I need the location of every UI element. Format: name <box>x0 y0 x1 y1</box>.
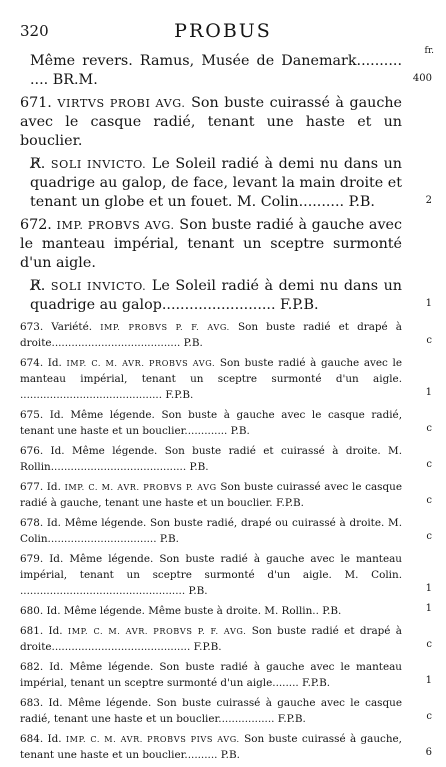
entry-text <box>20 355 402 403</box>
entry-text <box>20 659 402 691</box>
entry-text <box>20 94 402 151</box>
entry-source: F.P.B. <box>277 713 306 725</box>
entry-price: 1 <box>425 298 432 309</box>
entry-price: c <box>426 711 432 722</box>
entry-text <box>30 277 402 315</box>
entry-description: Le Soleil radié à demi nu dans un quadrige au galop, de face, levant la main droite et tenant un globe et un fouet. M. Colin.......... <box>30 156 403 210</box>
entry-price: 1 <box>425 583 432 594</box>
entry-source: F.P.B. <box>302 677 331 689</box>
entry-source: F.P.B. <box>165 389 194 401</box>
catalogue-entry <box>20 623 432 655</box>
entry-text <box>20 551 402 599</box>
catalogue-entry <box>20 443 432 475</box>
entry-text <box>20 319 402 351</box>
coin-legend: IMP. PROBVS P. F. AVG. <box>100 322 230 332</box>
catalogue-entry <box>20 216 424 273</box>
entry-description: Même légende. Même buste à droite. M. Rollin.. <box>63 605 319 617</box>
entry-source: P.B. <box>348 194 375 210</box>
coin-legend: SOLI INVICTO. <box>50 280 147 293</box>
catalogue-entry <box>20 355 432 403</box>
entry-description: Même revers. Ramus, Musée de Danemark.......... .... <box>30 53 402 88</box>
entry-source: P.B. <box>159 533 179 545</box>
entry-source: F.P.B. <box>193 641 222 653</box>
entry-text <box>20 603 402 619</box>
entry-description: Même légende. Son buste à gauche avec le casque radié, tenant une haste et un bouclier............. <box>20 409 403 437</box>
entry-description: Son buste cuirassé avec le casque radié à gauche, tenant une haste et un bouclier. <box>20 481 402 509</box>
entry-number: 678. Id. <box>20 517 61 529</box>
entry-price: 1 <box>425 387 432 398</box>
catalogue-entry <box>20 52 432 90</box>
entry-number: 680. Id. <box>20 605 61 617</box>
entry-text <box>20 216 402 273</box>
running-head: PROBUS <box>174 20 272 42</box>
entry-text <box>20 407 402 439</box>
catalogue-entry <box>20 551 432 599</box>
entry-source: P.B. <box>220 749 240 761</box>
entry-description: Même légende. Son buste cuirassé à gauche avec le casque radié, tenant une haste et un bouclier................. <box>20 697 403 725</box>
entry-number: 672. <box>20 217 52 233</box>
entry-description: Son buste cuirassé à gauche avec le casque radié, tenant une haste et un bouclier. <box>20 95 403 149</box>
entry-text <box>20 623 402 655</box>
entry-price: 1 <box>425 675 432 686</box>
entry-text <box>20 695 402 727</box>
entry-text <box>30 52 402 90</box>
coin-legend: IMP. C. M. AVR. PROBVS AVG. <box>66 358 216 368</box>
entry-description: Son buste radié et drapé à droite....................................... <box>20 321 403 349</box>
coin-legend: IMP. PROBVS AVG. <box>56 219 175 232</box>
catalogue-entry <box>20 659 432 691</box>
entry-description: Même légende. Son buste radié, drapé ou cuirassé à droite. M. Colin................................. <box>20 517 402 545</box>
entry-number: R̸. <box>30 278 46 294</box>
entry-description: Même légende. Son buste radié à gauche avec le manteau impérial, tenant un sceptre surmonté d'un aigle. M. Colin. .................................................. <box>20 553 402 597</box>
entry-number: 683. Id. <box>20 697 63 709</box>
entry-source: P.B. <box>183 337 203 349</box>
entry-description: Son buste radié à gauche avec le manteau impérial, tenant un sceptre surmonté d'un aigle. ........................................... <box>20 357 402 401</box>
entry-source: P.B. <box>322 605 342 617</box>
entry-number: 676. Id. <box>20 445 65 457</box>
catalogue-entry <box>20 603 432 619</box>
entry-source: P.B. <box>188 585 208 597</box>
entry-number: 673. Variété. <box>20 321 93 333</box>
column-unit: fr. <box>424 46 434 56</box>
entry-source: P.B. <box>230 425 250 437</box>
coin-legend: IMP. C. M. AVR. PROBVS P. AVG <box>64 482 217 492</box>
entry-number: 671. <box>20 95 52 111</box>
coin-legend: IMP. C. M. AVR. PROBVS PIVS AVG. <box>65 734 240 744</box>
entry-price: c <box>426 639 432 650</box>
entry-description: Même légende. Son buste radié et cuirassé à droite. M. Rollin......................................... <box>20 445 402 473</box>
entry-price: c <box>426 335 432 346</box>
entry-number: 682. Id. <box>20 661 64 673</box>
entry-text <box>30 155 402 212</box>
entry-number: 674. Id. <box>20 357 62 369</box>
page-number: 320 <box>20 22 49 40</box>
entry-price: 400 <box>412 73 432 84</box>
entry-description: Son buste cuirassé à gauche, tenant une haste et un bouclier.......... <box>20 733 402 761</box>
entry-text <box>20 731 402 763</box>
entry-number: R̸. <box>30 156 46 172</box>
entry-price: 6 <box>425 747 432 758</box>
entry-number: 679. Id. <box>20 553 64 565</box>
entry-number: 677. Id. <box>20 481 61 493</box>
entry-price: 1 <box>425 603 432 614</box>
catalogue-entries <box>20 52 432 767</box>
coin-legend: SOLI INVICTO. <box>50 158 147 171</box>
entry-text <box>20 479 402 511</box>
entry-description: Même légende. Son buste radié à gauche avec le manteau impérial, tenant un sceptre surmonté d'un aigle........ <box>20 661 402 689</box>
entry-price: c <box>426 495 432 506</box>
entry-price: c <box>426 531 432 542</box>
coin-legend: IMP. C. M. AVR. PROBVS P. F. AVG. <box>67 626 247 636</box>
entry-price: c <box>426 459 432 470</box>
entry-number: 675. Id. <box>20 409 64 421</box>
catalogue-entry <box>20 407 432 439</box>
catalogue-entry <box>20 155 432 212</box>
entry-source: P.B. <box>189 461 209 473</box>
entry-text <box>20 443 402 475</box>
entry-number: 684. Id. <box>20 733 62 745</box>
entry-description: Son buste radié et drapé à droite.......................................... <box>20 625 403 653</box>
catalogue-entry <box>20 277 432 315</box>
catalogue-entry <box>20 695 432 727</box>
catalogue-entry <box>20 731 432 763</box>
entry-price: 2 <box>425 195 432 206</box>
catalogue-entry <box>20 515 432 547</box>
catalogue-entry <box>20 319 432 351</box>
entry-text <box>20 515 402 547</box>
catalogue-entry <box>20 94 424 151</box>
entry-description: Son buste radié à gauche avec le manteau impérial, tenant un sceptre surmonté d'un aigle. <box>20 217 402 271</box>
catalogue-entry <box>20 479 432 511</box>
entry-description: Le Soleil radié à demi nu dans un quadrige au galop......................... <box>30 278 403 313</box>
coin-legend: VIRTVS PROBI AVG. <box>57 97 186 110</box>
entry-source: BR.M. <box>52 72 98 88</box>
entry-source: F.P.B. <box>280 297 319 313</box>
entry-price: c <box>426 423 432 434</box>
entry-source: F.P.B. <box>275 497 304 509</box>
entry-number: 681. Id. <box>20 625 63 637</box>
